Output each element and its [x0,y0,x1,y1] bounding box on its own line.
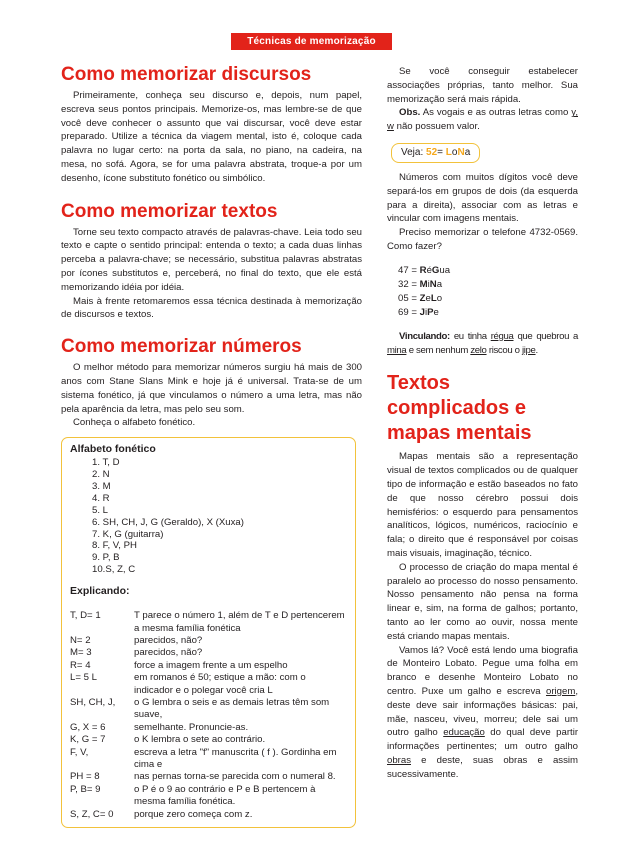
obs-end: não possuem valor. [396,121,480,133]
pair-vowel: o [436,292,443,304]
vinculando-label: Vinculando: [399,330,450,342]
explicando-row [70,672,347,697]
left-column [61,64,362,828]
phonetic-alphabet-list [70,457,347,576]
pair-row [398,306,578,320]
explicando-key: N= 2 [70,635,91,647]
explicando-value: T parece o número 1, além de T e D pertencerem a mesma família fonética [134,610,345,634]
heading-mapas-mentais: Textos complicados e mapas mentais [387,372,532,445]
heading-numeros: Como memorizar números [61,336,302,358]
pair-vowel: e [425,292,431,304]
pair-number: 69 = [398,306,417,318]
heading-textos: Como memorizar textos [61,200,278,222]
vinculando-word-regua: régua [490,330,514,342]
vinculando-text: eu tinha [453,330,487,342]
explicando-row [70,635,347,647]
pair-letter: N [429,278,437,290]
paragraph-textos-1: Torne seu texto compacto através de palavras-chave. Leia todo seu texto e capte o sentido principal: entenda o texto; a cada duas linhas perceba a palavra-chave; se necessário, substitua palavras abstratas por ícones substitutos e, perceberá, no final do texto, que ele está memorizando idéia por idéia. [61,226,362,293]
explicando-value: o G lembra o seis e as demais letras têm som suave, [134,697,330,721]
explicando-value: em romanos é 50; estique a mão: com o indicador e o polegar você cria L [134,672,306,696]
explicando-value: parecidos, não? [134,635,203,647]
pair-number: 47 = [398,264,417,276]
explicando-key: L= 5 L [70,672,97,684]
explicando-value: parecidos, não? [134,647,203,659]
pair-letter: P [427,306,434,318]
explicando-row [70,610,347,635]
veja-letter-a: a [464,146,471,158]
veja-label: Veja: [401,146,424,158]
veja-box-wrapper [391,142,578,163]
alphabet-item: 10.S, Z, C [92,564,136,576]
vinculando-word-mina: mina [387,344,407,356]
explicando-value: escreva a letra "f" manuscrita ( f ). Gordinha em cima e [134,746,337,771]
explicando-row [70,722,347,734]
explicando-title: Explicando: [70,585,130,598]
vinculando-text: que quebrou a [517,330,578,342]
veja-equals: = [437,146,443,158]
explicando-key: P, B= 9 [70,783,101,795]
explicando-row [70,647,347,659]
paragraph-mapas-3 [387,644,578,782]
explicando-key: M= 3 [70,647,92,659]
phonetic-alphabet-title: Alfabeto fonético [70,443,156,456]
veja-letter-o: o [451,146,458,158]
explicando-key: S, Z, C= 0 [70,808,114,820]
mapas-word-educacao: educação [443,727,485,739]
paragraph-textos-2: Mais à frente retomaremos essa técnica destinada à memorização de discursos e textos. [61,295,362,321]
pair-letter: G [431,264,440,276]
phonetic-alphabet-box [61,437,356,828]
vinculando-text: . [535,344,538,356]
explicando-key: K, G = 7 [70,734,106,746]
pair-vowel: ua [439,264,451,276]
mapas-text: do qual deve partir informações pertinentes; um outro galho [387,727,579,753]
mapas-word-origem: origem [545,685,576,697]
explicando-row [70,809,347,821]
veja-number: 52 [426,146,438,158]
vinculando-word-zelo: zelo [470,344,487,356]
veja-letter-N: N [457,146,465,158]
alphabet-item: 5. L [92,504,109,516]
explicando-key: T, D= 1 [70,610,101,622]
paragraph-obs [387,106,578,134]
alphabet-item: 2. N [92,469,110,481]
explicando-value: semelhante. Pronuncie-as. [134,721,249,733]
paragraph-mapas-1: Mapas mentais são a representação visual de textos complicados ou de qualquer tipo de informação e estão baseados no fato de que nosso cérebro possui dois hemisférios: o esquerdo para pensamentos analíticos, lógicos, numéricos, raciocínio e fala; o direito que é responsável por coisas mais visuais, imaginação, técnico. [387,451,578,559]
pair-letter: R [419,264,427,276]
explicando-key: PH = 8 [70,771,100,783]
vinculando-text: e sem nenhum [408,344,468,356]
explicando-row [70,771,347,783]
alphabet-item: 4. R [92,492,110,504]
alphabet-item: 6. SH, CH, J, G (Geraldo), X (Xuxa) [92,516,244,528]
pair-row [398,292,578,306]
explicando-key: F, V, [70,746,89,758]
alphabet-item: 9. P, B [92,552,120,564]
pair-number: 32 = [398,278,417,290]
paragraph-discursos: Primeiramente, conheça seu discurso e, depois, num papel, escreva seus pontos principais. Memorize-os, mas lembre-se de que você deve conhecer o assunto que vai discursar, você deve estar preparado. Utilize a técnica da viagem mental, isto é, coloque cada palavra no lugar certo: na porta da sala, no piano, na cadeira, na mesa, no sofá. Agora, se for uma palavra abstrata, troque-a por um desenho, ícone substituto fonético ou simbólico. [61,90,362,184]
paragraph-vinculando [387,330,578,358]
mapas-word-obras: obras [387,754,411,766]
alphabet-item: 3. M [92,480,111,492]
pair-vowel: i [427,278,430,290]
mapas-text: , deste deve sair informações básicas: pai, mãe, nasceu, viveu, morreu; dele sai um outro galho [387,685,578,739]
pair-letter: J [419,306,425,318]
explicando-row [70,747,347,772]
obs-label: Obs. [399,107,421,119]
paragraph-telefone: Preciso memorizar o telefone 4732-0569. Como fazer? [387,227,578,252]
pair-vowel: a [436,278,443,290]
alphabet-item: 1. T, D [92,457,120,469]
explicando-value: nas pernas torna-se parecida com o numeral 8. [134,771,336,783]
explicando-table [70,610,347,821]
pair-letter: Z [419,292,426,304]
paragraph-mapas-2: O processo de criação do mapa mental é paralelo ao processo do nosso pensamento. Nosso pensamento não pensa na forma linear e, sim, na forma de galhos; portanto, tanto ao ler como ao ouvir, nossa mente está criando mapas mentais. [387,561,578,642]
explicando-row [70,784,347,809]
explicando-key: SH, CH, J, [70,697,116,709]
paragraph-numeros-digitos: Números com muitos dígitos você deve separá-los em grupos de dois (da esquerda para a direita), associar com as letras e vincular com imagens mentais. [387,171,578,225]
pair-row [398,264,578,278]
obs-text: As vogais e as outras letras como [422,107,569,119]
pair-vowel: e [433,306,439,318]
paragraph-numeros-1: O melhor método para memorizar números surgiu há mais de 300 anos com Stane Slans Mink e hoje já é universal. Trata-se de um sistema fonético, já que vinculamos o número a uma letra, mas não pela aparência da letra, mas pelo seu som. [61,362,362,415]
vinculando-word-jipe: jipe [521,344,536,356]
paragraph-numeros-2: Conheça o alfabeto fonético. [73,417,196,429]
explicando-value: o P é o 9 ao contrário e P e B pertencem à mesma família fonética. [134,783,316,808]
explicando-row [70,734,347,746]
alphabet-item: 8. F, V, PH [92,540,137,552]
alphabet-item: 7. K, G (guitarra) [92,528,164,540]
explicando-row [70,697,347,722]
paragraph-associacoes: Se você conseguir estabelecer associações próprias, tanto melhor. Sua memorização será mais rápida. [387,66,578,105]
explicando-key: G, X = 6 [70,721,106,733]
mapas-text: Vamos lá? Você está lendo uma biografia de Monteiro Lobato. Pegue uma folha em branco e desenhe Monteiro Lobato no centro. Puxe um galho e escreva [387,644,578,697]
pair-vowel: i [424,306,428,318]
section-header-tag: Técnicas de memorização [231,33,392,50]
explicando-value: porque zero começa com z. [134,808,253,820]
explicando-key: R= 4 [70,659,91,671]
pair-letter: M [419,278,428,290]
obs-letters: y, w [387,107,578,133]
heading-discursos: Como memorizar discursos [61,64,312,85]
explicando-value: force a imagem frente a um espelho [134,659,288,671]
veja-letter-L: L [445,146,452,158]
pair-number: 05 = [398,292,417,304]
pair-letter: L [430,292,437,304]
explicando-value: o K lembra o sete ao contrário. [134,734,266,746]
mapas-text: e deste, suas obras e assim sucessivamente. [387,754,579,780]
number-word-pairs [387,264,578,320]
vinculando-text: riscou o [488,344,520,356]
explicando-row [70,660,347,672]
right-column [387,64,578,781]
veja-example-box [391,143,480,163]
pair-row [398,278,578,292]
pair-vowel: é [426,264,432,276]
